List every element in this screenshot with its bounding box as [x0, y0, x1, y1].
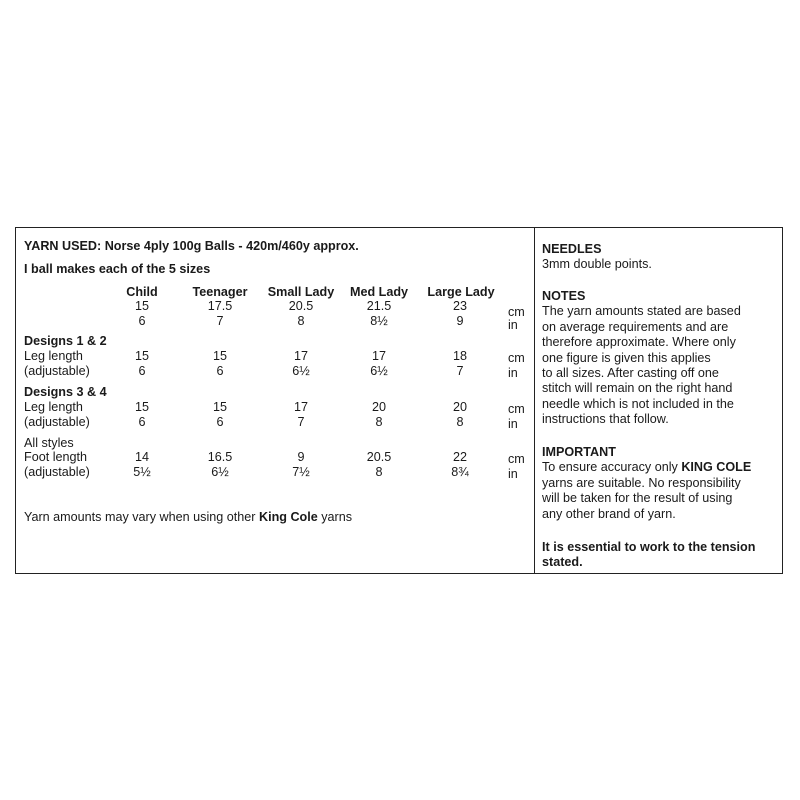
important-line: will be taken for the result of using [542, 491, 733, 506]
g3-unit-cm: cm [508, 452, 525, 466]
size-header-small-lady: Small Lady [267, 285, 335, 299]
g2-in-4: 8 [456, 415, 464, 429]
note-post: yarns [317, 510, 353, 524]
g1-unit-cm: cm [508, 351, 525, 365]
g1-cm-2: 17 [293, 349, 308, 363]
g1-cm-0: 15 [134, 349, 149, 363]
column-divider [534, 227, 535, 574]
important-line [542, 460, 778, 475]
g2-in-2: 7 [297, 415, 305, 429]
size-in-3: 8½ [370, 314, 388, 328]
g2-cm-4: 20 [452, 400, 467, 414]
balls-subtitle: I ball makes each of the 5 sizes [24, 262, 211, 276]
important-pre: To ensure accuracy only [542, 460, 682, 475]
note-pre: Yarn amounts may vary when using other [24, 510, 259, 524]
size-in-2: 8 [297, 314, 305, 328]
g1-in-0: 6 [138, 364, 146, 378]
needles-text: 3mm double points. [542, 257, 652, 272]
size-cm-0: 15 [134, 299, 149, 313]
g1-cm-1: 15 [212, 349, 227, 363]
size-in-0: 6 [138, 314, 146, 328]
notes-line: The yarn amounts stated are based [542, 304, 741, 319]
size-unit-cm: cm [508, 305, 525, 319]
needles-heading: NEEDLES [542, 242, 602, 256]
g1-in-3: 6½ [370, 364, 388, 378]
yarn-variation-note [24, 510, 352, 525]
notes-section [542, 289, 778, 428]
group1-heading: Designs 1 & 2 [24, 334, 107, 348]
g1-in-2: 6½ [292, 364, 310, 378]
size-header-large-lady: Large Lady [427, 285, 495, 299]
g3-in-4: 8¾ [451, 465, 469, 479]
notes-line: therefore approximate. Where only [542, 335, 736, 350]
needles-section [542, 242, 778, 273]
notes-heading: NOTES [542, 289, 586, 303]
notes-line: to all sizes. After casting off one [542, 366, 719, 381]
group3-heading: All styles [24, 436, 74, 450]
g3-unit-in: in [508, 467, 518, 481]
important-section [542, 445, 778, 522]
group1-label1: Leg length [24, 349, 83, 363]
g2-unit-cm: cm [508, 402, 525, 416]
size-cm-4: 23 [452, 299, 467, 313]
size-header-teenager: Teenager [192, 285, 248, 299]
g1-in-1: 6 [216, 364, 224, 378]
g3-cm-2: 9 [297, 450, 305, 464]
size-header-child: Child [126, 285, 158, 299]
notes-line: needle which is not included in the [542, 396, 734, 411]
group2-label1: Leg length [24, 400, 83, 414]
g1-cm-3: 17 [371, 349, 386, 363]
important-line: any other brand of yarn. [542, 506, 676, 521]
g3-cm-4: 22 [452, 450, 467, 464]
yarn-used-title: YARN USED: Norse 4ply 100g Balls - 420m/460y approx. [24, 239, 359, 253]
group1-label2: (adjustable) [24, 364, 90, 378]
g2-in-1: 6 [216, 415, 224, 429]
g3-in-3: 8 [375, 465, 383, 479]
g2-in-3: 8 [375, 415, 383, 429]
g3-cm-0: 14 [134, 450, 149, 464]
g2-cm-1: 15 [212, 400, 227, 414]
group3-label2: (adjustable) [24, 465, 90, 479]
note-brand: King Cole [258, 510, 318, 524]
notes-line: stitch will remain on the right hand [542, 381, 733, 396]
g1-cm-4: 18 [452, 349, 467, 363]
g1-unit-in: in [508, 366, 518, 380]
g1-in-4: 7 [456, 364, 464, 378]
important-brand: KING COLE [681, 460, 752, 475]
notes-line: on average requirements and are [542, 319, 729, 334]
group3-label1: Foot length [24, 450, 88, 464]
size-unit-in: in [508, 318, 518, 332]
important-heading: IMPORTANT [542, 445, 616, 459]
g2-in-0: 6 [138, 415, 146, 429]
notes-line: instructions that follow. [542, 412, 669, 427]
notes-line: one figure is given this applies [542, 350, 711, 365]
important-line: yarns are suitable. No responsibility [542, 475, 741, 490]
g3-in-1: 6½ [211, 465, 229, 479]
size-cm-3: 21.5 [366, 299, 392, 313]
essential-line: It is essential to work to the tension [542, 540, 756, 554]
g2-cm-2: 17 [293, 400, 308, 414]
size-in-1: 7 [216, 314, 224, 328]
g3-in-2: 7½ [292, 465, 310, 479]
size-cm-2: 20.5 [288, 299, 314, 313]
g2-unit-in: in [508, 417, 518, 431]
g2-cm-0: 15 [134, 400, 149, 414]
g3-cm-1: 16.5 [207, 450, 233, 464]
g2-cm-3: 20 [371, 400, 386, 414]
size-cm-1: 17.5 [207, 299, 233, 313]
essential-section [542, 540, 778, 571]
essential-line: stated. [542, 555, 583, 570]
g3-cm-3: 20.5 [366, 450, 392, 464]
g3-in-0: 5½ [133, 465, 151, 479]
size-in-4: 9 [456, 314, 464, 328]
group2-label2: (adjustable) [24, 415, 90, 429]
size-header-med-lady: Med Lady [349, 285, 409, 299]
group2-heading: Designs 3 & 4 [24, 385, 107, 399]
